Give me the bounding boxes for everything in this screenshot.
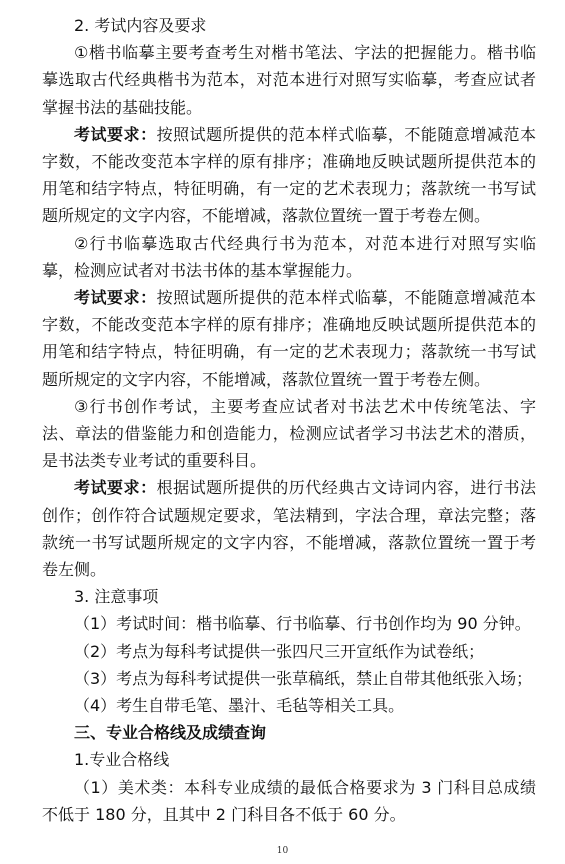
section-heading-exam-content: 2. 考试内容及要求 xyxy=(74,16,207,35)
document-page xyxy=(42,12,536,828)
note-item: （3）考点为每科考试提供一张草稿纸，禁止自带其他纸张入场； xyxy=(74,668,533,688)
note-item: （1）考试时间：楷书临摹、行书临摹、行书创作均为 90 分钟。 xyxy=(74,614,531,634)
requirement-xingshu-creation xyxy=(42,474,536,583)
note-item: （4）考生自带毛笔、墨汁、毛毡等相关工具。 xyxy=(74,696,405,716)
requirement-label: 考试要求： xyxy=(74,478,157,498)
note-item: （2）考点为每科考试提供一张四尺三开宣纸作为试卷纸； xyxy=(74,641,485,661)
section-heading-notes: 3. 注意事项 xyxy=(74,587,159,607)
item-xingshu-copy: ②行书临摹选取古代经典行书为范本，对范本进行对照写实临摹，检测应试者对书法书体的基本掌握能力。 xyxy=(42,233,536,280)
requirement-text: 按照试题所提供的范本样式临摹，不能随意增减范本字数，不能改变范本字样的原有排序；准确地反映试题所提供范本的用笔和结字特点，特征明确，有一定的艺术表现力；落款统一书写试题所规定的文字内容，不能增减，落款位置统一置于考卷左侧。 xyxy=(42,124,536,226)
item-kaishu-copy: ①楷书临摹主要考查考生对楷书笔法、字法的把握能力。楷书临摹选取古代经典楷书为范本，对范本进行对照写实临摹，考查应试者掌握书法的基础技能。 xyxy=(42,43,536,117)
requirement-xingshu-copy xyxy=(42,284,536,393)
page-number: 10 xyxy=(276,846,289,856)
requirement-text: 根据试题所提供的历代经典古文诗词内容，进行书法创作；创作符合试题规定要求，笔法精到，字法合理，章法完整；落款统一书写试题所规定的文字内容，不能增减，落款位置统一置于考卷左侧。 xyxy=(42,478,536,580)
requirement-kaishu xyxy=(42,121,536,230)
subheading-passing-line: 1.专业合格线 xyxy=(74,750,170,770)
requirement-text: 按照试题所提供的范本样式临摹，不能随意增减范本字数，不能改变范本字样的原有排序；准确地反映试题所提供范本的用笔和结字特点，特征明确，有一定的艺术表现力；落款统一书写试题所规定的文字内容，不能增减，落款位置统一置于考卷左侧。 xyxy=(42,288,536,389)
art-passing-line: （1）美术类：本科专业成绩的最低合格要求为 3 门科目总成绩不低于 180 分，且其中 2 门科目各不低于 60 分。 xyxy=(42,777,536,824)
part-heading-passing-line: 三、专业合格线及成绩查询 xyxy=(74,723,267,743)
requirement-label: 考试要求： xyxy=(74,124,157,144)
requirement-label: 考试要求： xyxy=(74,288,157,308)
item-xingshu-creation: ③行书创作考试，主要考查应试者对书法艺术中传统笔法、字法、章法的借鉴能力和创造能力，检测应试者学习书法艺术的潜质，是书法类专业考试的重要科目。 xyxy=(42,396,536,471)
